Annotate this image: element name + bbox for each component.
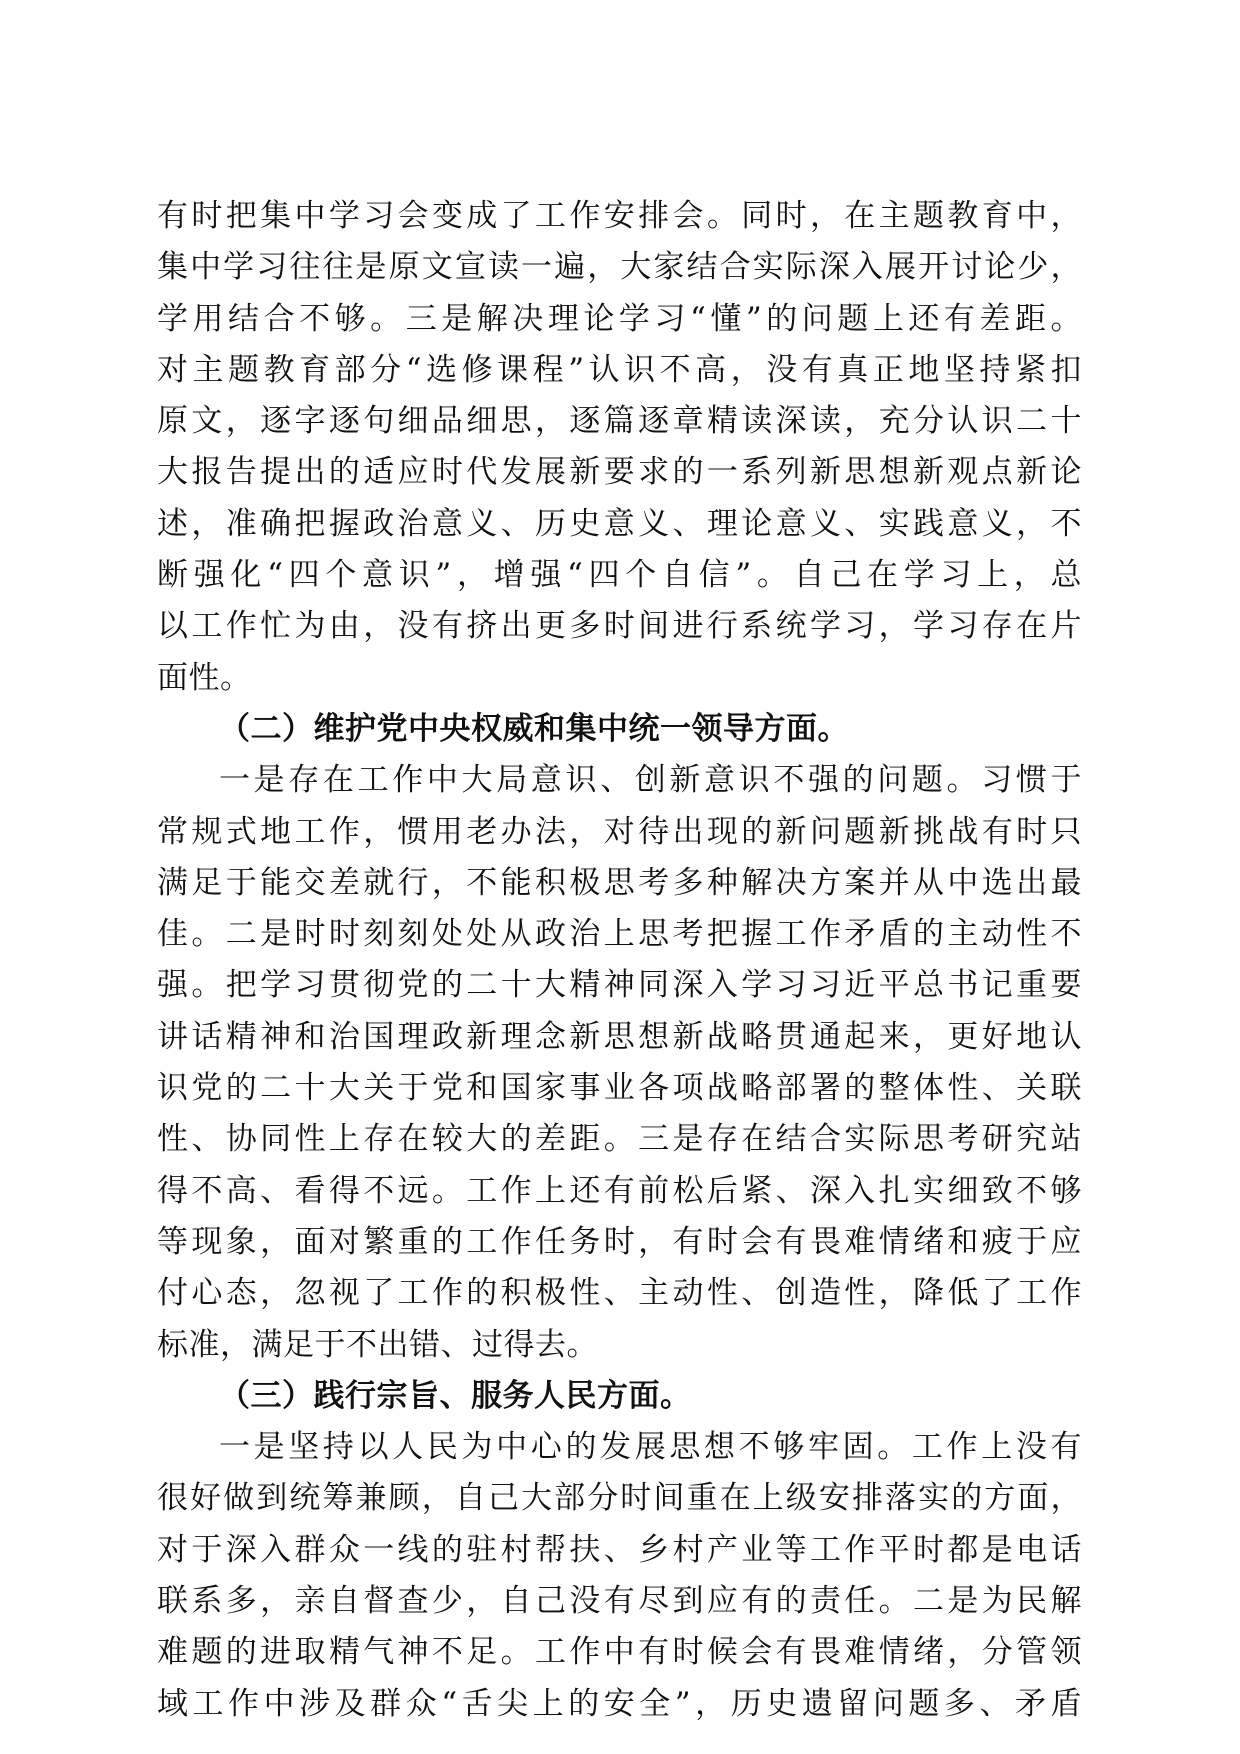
text-line: 佳。二是时时刻刻处处从政治上思考把握工作矛盾的主动性不 [157,916,1082,953]
text-line: 得不高、看得不远。工作上还有前松后紧、深入扎实细致不够 [157,1172,1082,1209]
text-line: 集中学习往往是原文宣读一遍，大家结合实际深入展开讨论少， [157,249,1082,286]
text-line: 常规式地工作，惯用老办法，对待出现的新问题新挑战有时只 [157,813,1082,850]
text-line: 付心态，忽视了工作的积极性、主动性、创造性，降低了工作 [157,1275,1082,1312]
text-line: 域工作中涉及群众“舌尖上的安全”，历史遗留问题多、矛盾 [157,1685,1082,1722]
text-line: 等现象，面对繁重的工作任务时，有时会有畏难情绪和疲于应 [157,1223,1082,1260]
text-line: 标准，满足于不出错、过得去。 [157,1326,598,1363]
text-line: 很好做到统筹兼顾，自己大部分时间重在上级安排落实的方面， [157,1480,1082,1517]
text-line: 识党的二十大关于党和国家事业各项战略部署的整体性、关联 [157,1070,1082,1107]
section-heading: （二）维护党中央权威和集中统一领导方面。 [219,710,849,747]
text-line: 有时把集中学习会变成了工作安排会。同时，在主题教育中， [157,198,1082,234]
text-line: 大报告提出的适应时代发展新要求的一系列新思想新观点新论 [157,454,1082,491]
text-line: 联系多，亲自督查少，自己没有尽到应有的责任。二是为民解 [157,1583,1082,1620]
text-line: 以工作忙为由，没有挤出更多时间进行系统学习，学习存在片 [157,608,1082,645]
text-line: 强。把学习贯彻党的二十大精神同深入学习习近平总书记重要 [157,967,1082,1004]
text-line: 对于深入群众一线的驻村帮扶、乡村产业等工作平时都是电话 [157,1531,1082,1568]
paragraph-first-line: 一是坚持以人民为中心的发展思想不够牢固。工作上没有 [219,1429,1082,1466]
text-line: 性、协同性上存在较大的差距。三是存在结合实际思考研究站 [157,1121,1082,1158]
section-heading: （三）践行宗旨、服务人民方面。 [219,1377,692,1414]
text-line: 面性。 [157,659,252,696]
text-line: 学用结合不够。三是解决理论学习“懂”的问题上还有差距。 [157,300,1082,337]
text-line: 断强化“四个意识”，增强“四个自信”。自己在学习上，总 [157,557,1082,594]
text-line: 对主题教育部分“选修课程”认识不高，没有真正地坚持紧扣 [157,351,1082,388]
text-line: 述，准确把握政治意义、历史意义、理论意义、实践意义，不 [157,505,1082,542]
document-body [157,191,1082,1730]
text-line: 原文，逐字逐句细品细思，逐篇逐章精读深读，充分认识二十 [157,403,1082,440]
text-line: 满足于能交差就行，不能积极思考多种解决方案并从中选出最 [157,864,1082,901]
text-line: 难题的进取精气神不足。工作中有时候会有畏难情绪，分管领 [157,1634,1082,1671]
text-line: 讲话精神和治国理政新理念新思想新战略贯通起来，更好地认 [157,1018,1082,1055]
paragraph-first-line: 一是存在工作中大局意识、创新意识不强的问题。习惯于 [219,762,1082,799]
